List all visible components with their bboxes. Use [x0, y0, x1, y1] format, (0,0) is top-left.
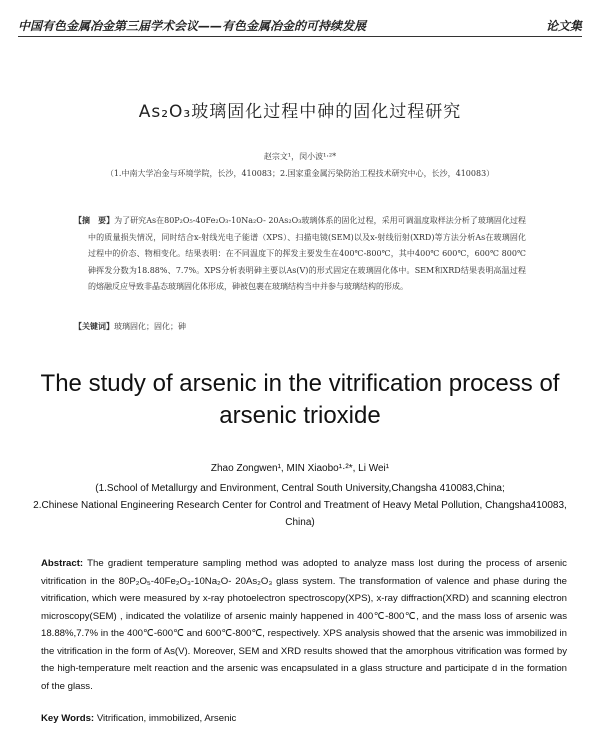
section-title: 论文集 [545, 19, 582, 33]
english-title: The study of arsenic in the vitrification process of arsenic trioxide [40, 370, 560, 429]
chinese-title: As₂O₃玻璃固化过程中砷的固化过程研究 [138, 102, 462, 122]
english-authors: Zhao Zongwen¹, MIN Xiaobo¹·²*, Li Wei¹ [210, 463, 390, 474]
english-keywords-label: Key Words: [41, 713, 95, 724]
english-abstract [41, 555, 567, 695]
chinese-keywords-text: 玻璃固化；固化；砷 [114, 322, 186, 331]
chinese-abstract [74, 212, 526, 296]
chinese-abstract-label: 【摘 要】 [74, 215, 115, 225]
chinese-keywords [74, 321, 186, 332]
english-keywords-text: Vitrification, immobilized, Arsenic [96, 713, 237, 724]
chinese-abstract-text: 为了研究As在80P₂O₅-40Fe₂O₃-10Na₂O- 20As₂O₃玻璃体系的固化过程，采用可调温度取样法分析了玻璃固化过程中的质量损失情况，同时结合x-射线光电子能谱（XPS）、扫描电镜(SEM)以及x-射线衍射(XRD)等方法分析As在玻璃固化过程中的价态、物相变化。结果表明：在不同温度下的挥发主要发生在400℃-800℃，其中400℃ 600℃，600℃ 800℃砷挥发分数为18.88%、7.7%。XPS分析表明砷主要以As(V)的形式固定在玻璃固化体中。SEM和XRD结果表明高温过程的熔融反应导致非晶态玻璃固化体形成，砷被包裹在玻璃结构当中并参与玻璃结构的形成。 [88, 216, 526, 291]
english-abstract-label: Abstract: [41, 558, 84, 569]
english-abstract-text: The gradient temperature sampling method was adopted to analyze mass lost during the process of arsenic vitrification in the 80P₂O₅-40Fe₂O₃-10Na₂O- 20As₂O₃ glass system. The transformation of valence and phase during the vitrification, which were measured by x-ray photoelectron spectroscopy(XPS), x-ray diffraction(XRD) and scanning electron microscopy(SEM) , indicated the volatilize of arsenic mainly happened in 400℃-800℃, and the mass loss of arsenic was 18.88%,7.7% in the 400℃-600℃ and 600℃-800℃, respectively. XPS analysis showed that the arsenic was immobilized in the vitrification in the form of As(V). Moreover, SEM and XRD results showed that the amorphous vitrification was formed by the high-temperature melt reaction and the arsenic was encapsulated in a glass structure and participate d in the formation of the glass. [41, 558, 567, 692]
english-affiliation [30, 480, 570, 531]
english-affiliation-1: (1.School of Metallurgy and Environment, Central South University,Changsha 410083,China; [95, 483, 505, 494]
header-rule [18, 36, 582, 37]
running-header [18, 16, 582, 34]
chinese-keywords-label: 【关键词】 [74, 321, 114, 331]
english-keywords [41, 713, 236, 724]
english-affiliation-2: 2.Chinese National Engineering Research Center for Control and Treatment of Heavy Metal Pollution, Changsha410083, China) [33, 500, 567, 528]
chinese-authors: 赵宗文¹，闵小波¹·²* [263, 152, 337, 161]
chinese-affiliation: （1.中南大学冶金与环境学院，长沙，410083；2.国家重金属污染防治工程技术研究中心，长沙，410083） [105, 169, 495, 178]
journal-title: 中国有色金属冶金第三届学术会议——有色金属冶金的可持续发展 [18, 19, 367, 33]
